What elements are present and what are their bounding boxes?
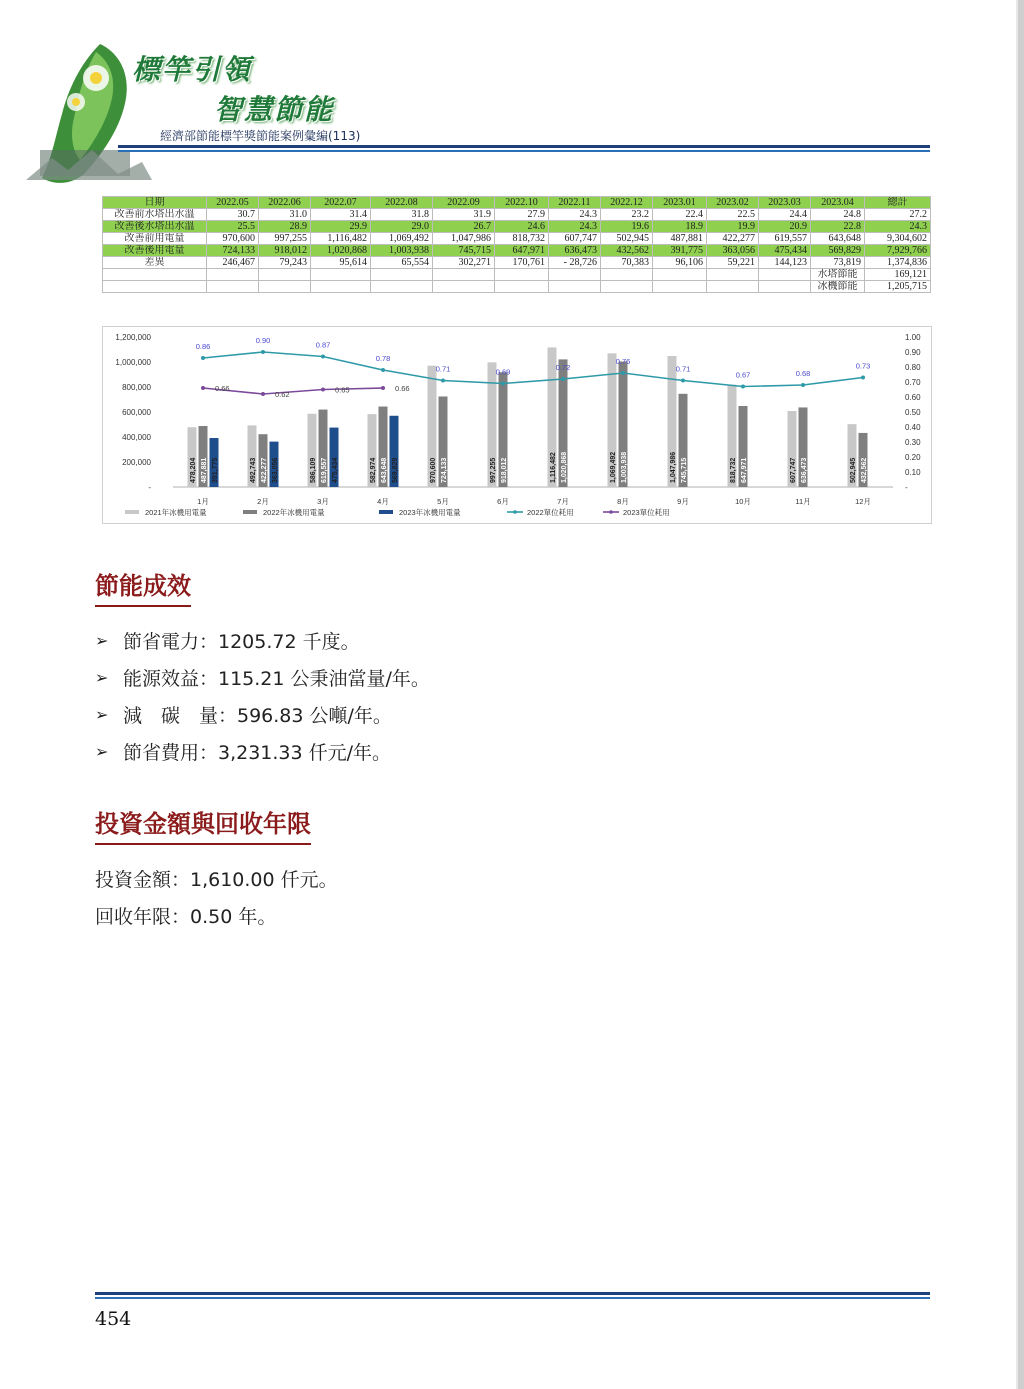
bar-value-label: 643,648 bbox=[381, 457, 388, 483]
bar-value-label: 1,069,492 bbox=[610, 451, 617, 483]
table-header-cell: 2022.09 bbox=[433, 197, 495, 209]
arrow-bullet-icon: ➢ bbox=[95, 742, 109, 761]
y2-tick-label: 0.80 bbox=[905, 363, 921, 372]
table-cell: 24.3 bbox=[865, 221, 931, 233]
bar-value-label: 1,047,986 bbox=[670, 451, 677, 483]
table-cell: 24.8 bbox=[811, 209, 865, 221]
table-cell: 65,554 bbox=[371, 257, 433, 269]
bar-value-label: 1,116,482 bbox=[550, 452, 557, 483]
table-cell: 9,304,602 bbox=[865, 233, 931, 245]
line-point bbox=[201, 386, 205, 390]
bar-value-label: 1,003,938 bbox=[621, 451, 628, 483]
table-cell: 363,056 bbox=[707, 245, 759, 257]
table-empty-cell bbox=[311, 269, 371, 281]
line-point bbox=[801, 383, 805, 387]
y-tick-label: 1,200,000 bbox=[115, 333, 151, 342]
bar-value-label: 492,743 bbox=[250, 457, 257, 483]
table-header-cell: 2023.04 bbox=[811, 197, 865, 209]
y-tick-label: - bbox=[148, 483, 151, 492]
table-cell: 70,383 bbox=[601, 257, 653, 269]
line-value-label: 0.71 bbox=[675, 364, 691, 374]
table-cell: 18.9 bbox=[653, 221, 707, 233]
y2-tick-label: 0.60 bbox=[905, 393, 921, 402]
table-cell: 96,106 bbox=[653, 257, 707, 269]
table-cell: 432,562 bbox=[601, 245, 653, 257]
arrow-bullet-icon: ➢ bbox=[95, 631, 109, 650]
table-empty-cell bbox=[259, 281, 311, 293]
table-cell: 20.9 bbox=[759, 221, 811, 233]
y2-tick-label: 1.00 bbox=[905, 333, 921, 342]
header-rule bbox=[118, 145, 930, 148]
line-value-label: 0.90 bbox=[255, 336, 271, 345]
table-empty-cell bbox=[759, 281, 811, 293]
line-value-label: 0.87 bbox=[315, 340, 331, 350]
line-value-label: 0.73 bbox=[855, 361, 871, 371]
bar-value-label: 745,715 bbox=[681, 457, 688, 483]
table-cell: 27.9 bbox=[495, 209, 549, 221]
table-cell: 144,123 bbox=[759, 257, 811, 269]
x-tick-label: 4月 bbox=[377, 497, 389, 506]
line-value-label: 0.66 bbox=[215, 384, 230, 393]
x-tick-label: 5月 bbox=[437, 497, 449, 506]
x-tick-label: 3月 bbox=[317, 497, 329, 506]
table-empty-cell bbox=[103, 269, 207, 281]
bar-value-label: 569,829 bbox=[392, 457, 399, 483]
table-cell: 22.4 bbox=[653, 209, 707, 221]
table-empty-cell bbox=[371, 281, 433, 293]
table-cell: 745,715 bbox=[433, 245, 495, 257]
table-cell: 302,271 bbox=[433, 257, 495, 269]
arrow-bullet-icon: ➢ bbox=[95, 668, 109, 687]
bar-value-label: 502,945 bbox=[850, 457, 857, 483]
table-empty-cell bbox=[259, 269, 311, 281]
bar-value-label: 636,473 bbox=[801, 457, 808, 483]
table-row-label: 差異 bbox=[103, 257, 207, 269]
legend-label: 2023年冰機用電量 bbox=[399, 508, 461, 517]
investment-amount: 投資金額：1,610.00 仟元。 bbox=[95, 869, 338, 891]
table-cell: 1,374,836 bbox=[865, 257, 931, 269]
table-row-label: 水塔節能 bbox=[811, 269, 865, 281]
table-cell: 818,732 bbox=[495, 233, 549, 245]
table-cell: 619,557 bbox=[759, 233, 811, 245]
table-cell: 7,929,766 bbox=[865, 245, 931, 257]
table-empty-cell bbox=[311, 281, 371, 293]
line-point bbox=[381, 368, 385, 372]
table-cell: 31.4 bbox=[311, 209, 371, 221]
list-item: ➢ 減 碳 量：596.83 公噸/年。 bbox=[95, 705, 392, 727]
table-empty-cell bbox=[653, 281, 707, 293]
table-empty-cell bbox=[759, 269, 811, 281]
table-empty-cell bbox=[207, 281, 259, 293]
line-point bbox=[741, 385, 745, 389]
table-row-label: 改善前用電量 bbox=[103, 233, 207, 245]
table-row-label: 改善後用電量 bbox=[103, 245, 207, 257]
table-empty-cell bbox=[601, 281, 653, 293]
y2-tick-label: - bbox=[905, 483, 908, 492]
table-row bbox=[103, 281, 931, 293]
line-value-label: 0.68 bbox=[795, 369, 811, 378]
table-empty-cell bbox=[371, 269, 433, 281]
line-value-label: 0.62 bbox=[275, 390, 290, 399]
table-cell: 391,775 bbox=[653, 245, 707, 257]
table-empty-cell bbox=[207, 269, 259, 281]
line-point bbox=[381, 386, 385, 390]
line-value-label: 0.86 bbox=[195, 342, 211, 351]
table-cell: 23.2 bbox=[601, 209, 653, 221]
table-empty-cell bbox=[433, 269, 495, 281]
page-edge bbox=[1018, 0, 1024, 1389]
table-cell: 487,881 bbox=[653, 233, 707, 245]
line-value-label: 0.72 bbox=[555, 363, 571, 372]
table-cell: 170,761 bbox=[495, 257, 549, 269]
table-cell: 1,069,492 bbox=[371, 233, 433, 245]
table-row-label: 冰機節能 bbox=[811, 281, 865, 293]
table-cell: 95,614 bbox=[311, 257, 371, 269]
table-cell: 1,020,868 bbox=[311, 245, 371, 257]
payback-period: 回收年限：0.50 年。 bbox=[95, 906, 277, 928]
line-point bbox=[441, 379, 445, 383]
table-cell: 1,116,482 bbox=[311, 233, 371, 245]
bar-value-label: 487,881 bbox=[201, 457, 208, 483]
legend-swatch bbox=[125, 510, 139, 514]
table-cell: 1,047,986 bbox=[433, 233, 495, 245]
bar-value-label: 607,747 bbox=[790, 457, 797, 483]
table-cell: 28.9 bbox=[259, 221, 311, 233]
table-cell: 22.5 bbox=[707, 209, 759, 221]
table-cell: 643,648 bbox=[811, 233, 865, 245]
footer-rule bbox=[95, 1292, 930, 1295]
table-cell: 27.2 bbox=[865, 209, 931, 221]
line-point bbox=[501, 382, 505, 386]
line-point bbox=[681, 379, 685, 383]
y2-tick-label: 0.90 bbox=[905, 348, 921, 357]
bar-value-label: 1,020,868 bbox=[561, 451, 568, 483]
table-row bbox=[103, 233, 931, 245]
table-cell: 246,467 bbox=[207, 257, 259, 269]
table-header-cell: 2022.10 bbox=[495, 197, 549, 209]
bar-value-label: 478,204 bbox=[190, 457, 197, 483]
table-cell: 29.0 bbox=[371, 221, 433, 233]
list-item: ➢ 節省費用：3,231.33 仟元/年。 bbox=[95, 742, 392, 764]
table-empty-cell bbox=[707, 281, 759, 293]
table-cell: 59,221 bbox=[707, 257, 759, 269]
table-header-cell: 日期 bbox=[103, 197, 207, 209]
line-value-label: 0.76 bbox=[615, 357, 631, 366]
table-row-label: 改善後水塔出水溫 bbox=[103, 221, 207, 233]
table-cell: 24.4 bbox=[759, 209, 811, 221]
footer-rule-thin bbox=[95, 1297, 930, 1299]
table-row bbox=[103, 245, 931, 257]
list-item: ➢ 節省電力：1205.72 千度。 bbox=[95, 631, 360, 653]
legend-label: 2022單位耗用 bbox=[527, 508, 574, 517]
table-row bbox=[103, 209, 931, 221]
investment-text bbox=[95, 860, 338, 934]
table-header-cell: 2022.12 bbox=[601, 197, 653, 209]
table-cell: 31.9 bbox=[433, 209, 495, 221]
table-cell: 25.5 bbox=[207, 221, 259, 233]
table-cell: 997,255 bbox=[259, 233, 311, 245]
header-rule-thin bbox=[118, 150, 930, 152]
table-cell: 22.8 bbox=[811, 221, 865, 233]
section-title-savings: 節能成效 bbox=[95, 566, 191, 607]
legend-label: 2021年冰機用電量 bbox=[145, 508, 207, 517]
bar-value-label: 970,600 bbox=[430, 457, 437, 483]
table-cell: 30.7 bbox=[207, 209, 259, 221]
y2-tick-label: 0.40 bbox=[905, 423, 921, 432]
y2-tick-label: 0.10 bbox=[905, 468, 921, 477]
list-item: ➢ 能源效益：115.21 公秉油當量/年。 bbox=[95, 668, 430, 690]
bar-value-label: 586,109 bbox=[310, 457, 317, 483]
y-tick-label: 200,000 bbox=[122, 458, 151, 467]
x-tick-label: 8月 bbox=[617, 497, 629, 506]
y-tick-label: 400,000 bbox=[122, 433, 151, 442]
line-value-label: 0.66 bbox=[395, 384, 410, 393]
header-title-line2: 智慧節能 bbox=[214, 93, 335, 126]
x-tick-label: 6月 bbox=[497, 497, 509, 506]
bar-value-label: 582,974 bbox=[370, 457, 377, 483]
bar-value-label: 475,434 bbox=[332, 457, 339, 483]
line-point bbox=[201, 356, 205, 360]
y2-tick-label: 0.50 bbox=[905, 408, 921, 417]
table-header-cell: 2023.02 bbox=[707, 197, 759, 209]
legend-marker bbox=[609, 510, 613, 514]
table-cell: 607,747 bbox=[549, 233, 601, 245]
x-tick-label: 7月 bbox=[557, 497, 569, 506]
line-point bbox=[321, 388, 325, 392]
table-cell: 169,121 bbox=[865, 269, 931, 281]
table-row bbox=[103, 257, 931, 269]
table-header-cell: 2022.07 bbox=[311, 197, 371, 209]
table-cell: 31.0 bbox=[259, 209, 311, 221]
table-cell: 422,277 bbox=[707, 233, 759, 245]
bar-value-label: 818,732 bbox=[730, 457, 737, 483]
line-2022單位耗用 bbox=[203, 352, 863, 387]
y2-tick-label: 0.70 bbox=[905, 378, 921, 387]
table-cell: 636,473 bbox=[549, 245, 601, 257]
table-cell: 26.7 bbox=[433, 221, 495, 233]
table-cell: 502,945 bbox=[601, 233, 653, 245]
table-header-row bbox=[103, 197, 931, 209]
table-header-cell: 2022.11 bbox=[549, 197, 601, 209]
table-row bbox=[103, 221, 931, 233]
bar-value-label: 918,012 bbox=[501, 457, 508, 483]
line-value-label: 0.67 bbox=[735, 370, 751, 380]
table-cell: 918,012 bbox=[259, 245, 311, 257]
page-number: 454 bbox=[95, 1308, 132, 1330]
bar-value-label: 432,562 bbox=[861, 457, 868, 483]
energy-table bbox=[102, 196, 930, 293]
table-row-label: 改善前水塔出水溫 bbox=[103, 209, 207, 221]
table-empty-cell bbox=[549, 281, 601, 293]
table-cell: 24.6 bbox=[495, 221, 549, 233]
legend-swatch bbox=[243, 510, 257, 514]
y-tick-label: 1,000,000 bbox=[115, 358, 151, 367]
table-empty-cell bbox=[433, 281, 495, 293]
table-cell: 970,600 bbox=[207, 233, 259, 245]
table-cell: 31.8 bbox=[371, 209, 433, 221]
y-tick-label: 600,000 bbox=[122, 408, 151, 417]
table-cell: 19.6 bbox=[601, 221, 653, 233]
line-point bbox=[321, 355, 325, 359]
line-value-label: 0.78 bbox=[375, 354, 391, 363]
table-cell: - 28,726 bbox=[549, 257, 601, 269]
line-value-label: 0.65 bbox=[335, 385, 350, 395]
legend-marker bbox=[513, 510, 517, 514]
table-cell: 475,434 bbox=[759, 245, 811, 257]
table-header-cell: 2022.06 bbox=[259, 197, 311, 209]
bar-value-label: 619,557 bbox=[321, 457, 328, 483]
line-point bbox=[261, 392, 265, 396]
table-empty-cell bbox=[103, 281, 207, 293]
y2-tick-label: 0.20 bbox=[905, 453, 921, 462]
table-header-cell: 2023.03 bbox=[759, 197, 811, 209]
table-empty-cell bbox=[549, 269, 601, 281]
table-cell: 724,133 bbox=[207, 245, 259, 257]
arrow-bullet-icon: ➢ bbox=[95, 705, 109, 724]
bar-value-label: 363,056 bbox=[272, 457, 279, 483]
table-cell: 569,829 bbox=[811, 245, 865, 257]
header-title-line1: 標竿引領 bbox=[132, 53, 253, 86]
savings-list bbox=[95, 622, 430, 770]
electricity-chart bbox=[102, 326, 932, 524]
table-row bbox=[103, 269, 931, 281]
table-header-cell: 2022.08 bbox=[371, 197, 433, 209]
line-point bbox=[861, 376, 865, 380]
table-cell: 19.9 bbox=[707, 221, 759, 233]
line-value-label: 0.69 bbox=[495, 367, 511, 377]
line-point bbox=[261, 350, 265, 354]
bar-value-label: 997,255 bbox=[490, 457, 497, 483]
x-tick-label: 11月 bbox=[795, 497, 811, 506]
table-empty-cell bbox=[707, 269, 759, 281]
legend-swatch bbox=[379, 510, 393, 514]
legend-label: 2022年冰機用電量 bbox=[263, 508, 325, 517]
y2-tick-label: 0.30 bbox=[905, 438, 921, 447]
x-tick-label: 1月 bbox=[197, 497, 209, 506]
bar-value-label: 391,775 bbox=[212, 457, 219, 483]
line-point bbox=[561, 377, 565, 381]
line-point bbox=[621, 371, 625, 375]
bar-value-label: 422,277 bbox=[261, 457, 268, 483]
line-value-label: 0.71 bbox=[435, 364, 451, 374]
y-tick-label: 800,000 bbox=[122, 383, 151, 392]
table-cell: 1,205,715 bbox=[865, 281, 931, 293]
table-header-cell: 總計 bbox=[865, 197, 931, 209]
table-cell: 24.3 bbox=[549, 209, 601, 221]
x-tick-label: 10月 bbox=[735, 497, 751, 506]
x-tick-label: 12月 bbox=[855, 497, 871, 506]
x-tick-label: 2月 bbox=[257, 497, 269, 506]
table-cell: 73,819 bbox=[811, 257, 865, 269]
table-cell: 29.9 bbox=[311, 221, 371, 233]
table-cell: 647,971 bbox=[495, 245, 549, 257]
table-empty-cell bbox=[495, 269, 549, 281]
x-tick-label: 9月 bbox=[677, 497, 689, 506]
table-empty-cell bbox=[601, 269, 653, 281]
chart-canvas bbox=[103, 327, 931, 523]
bar-value-label: 647,971 bbox=[741, 457, 748, 483]
legend-label: 2023單位耗用 bbox=[623, 508, 670, 517]
table-header-cell: 2022.05 bbox=[207, 197, 259, 209]
bar-value-label: 724,133 bbox=[441, 457, 448, 483]
header-subtitle: 經濟部節能標竿獎節能案例彙編(113) bbox=[160, 129, 361, 143]
section-title-investment: 投資金額與回收年限 bbox=[95, 804, 311, 845]
table-cell: 79,243 bbox=[259, 257, 311, 269]
table-cell: 1,003,938 bbox=[371, 245, 433, 257]
table-cell: 24.3 bbox=[549, 221, 601, 233]
table-empty-cell bbox=[495, 281, 549, 293]
table-empty-cell bbox=[653, 269, 707, 281]
table-header-cell: 2023.01 bbox=[653, 197, 707, 209]
